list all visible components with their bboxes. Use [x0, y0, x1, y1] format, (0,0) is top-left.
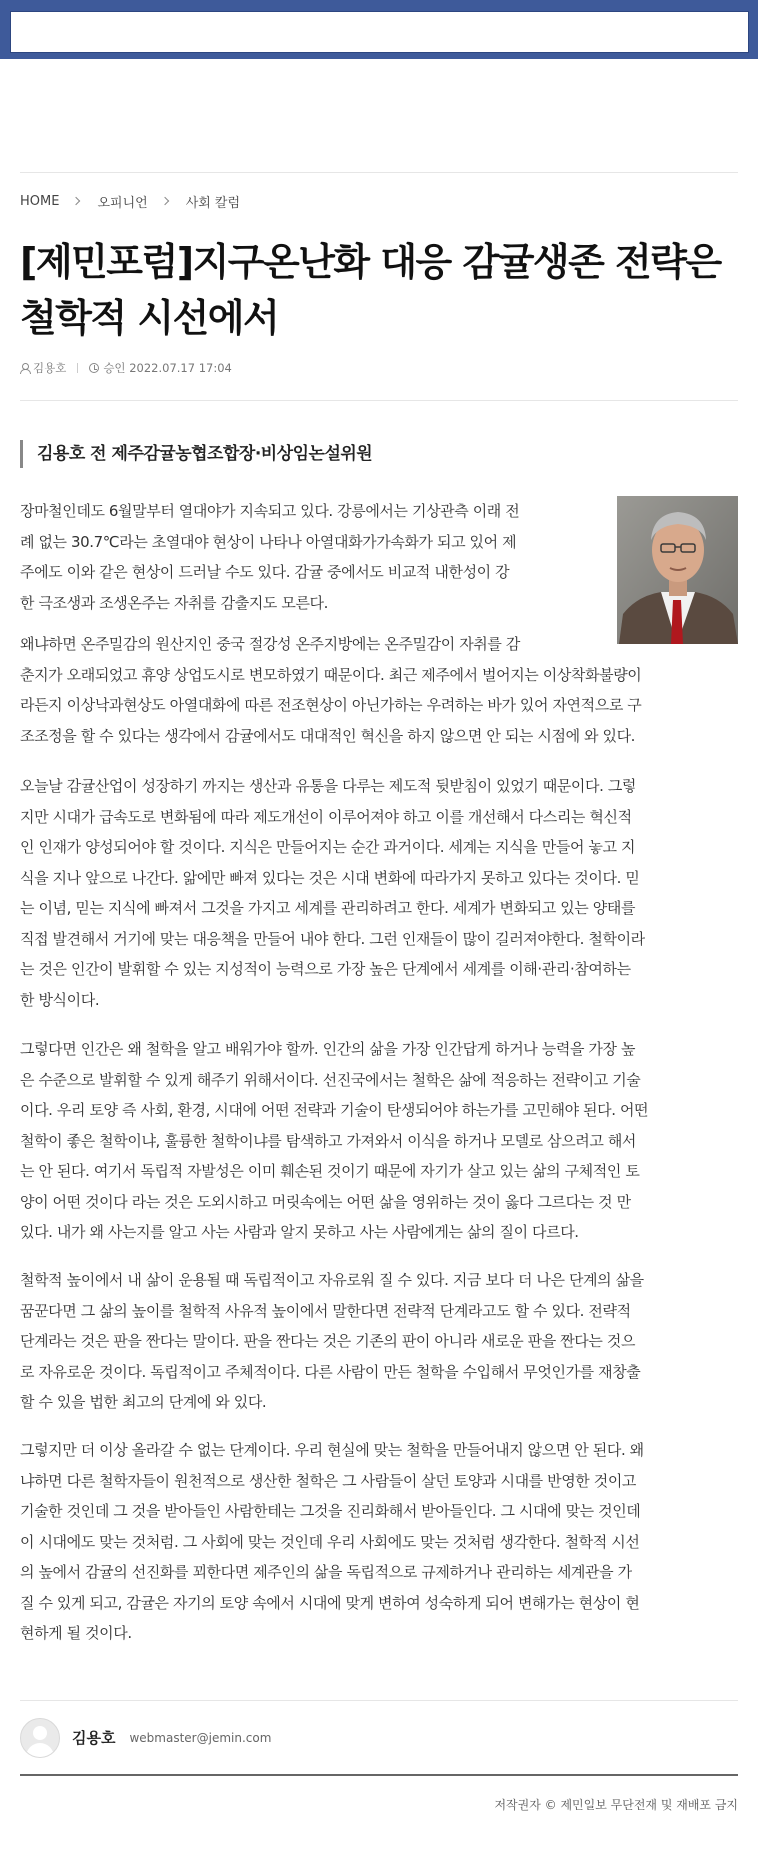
- paragraph-line: 는 안 된다. 여기서 독립적 자발성은 이미 훼손된 것이기 때문에 자기가 살고 있는 삶의 구체적인 토: [20, 1162, 640, 1180]
- paragraph-line: 현하게 될 것이다.: [20, 1624, 132, 1642]
- paragraph-line: 이 시대에도 맞는 것처럼. 그 사회에 맞는 것인데 우리 사회에도 맞는 것처럼 생각한다. 철학적 시선: [20, 1532, 640, 1551]
- paragraph-line: 지만 시대가 급속도로 변화됨에 따라 제도개선이 이루어져야 하고 이를 개선해서 다스리는 혁신적: [20, 807, 632, 826]
- paragraph-line: 왜냐하면 온주밀감의 원산지인 중국 절강성 온주지방에는 온주밀감이 자취를 감: [20, 635, 520, 653]
- article-author: 김용호: [33, 361, 67, 375]
- paragraph-line: 라든지 이상낙과현상도 아열대화에 따른 전조현상이 아닌가하는 우려하는 바가 있어 자연적으로 구: [20, 696, 642, 714]
- paragraph-line: 철학이 좋은 철학이냐, 훌륭한 철학이냐를 탐색하고 가져와서 이식을 하거나 모델로 삼으려고 해서: [20, 1131, 637, 1150]
- paragraph-line: 직접 발견해서 거기에 맞는 대응책을 만들어 내야 한다. 그런 인재들이 많이 길러져야한다. 철학이라: [20, 929, 645, 948]
- paragraph-line: 이다. 우리 토양 즉 사회, 환경, 시대에 어떤 전략과 기술이 탄생되어야 하는가를 고민해야 된다. 어떤: [20, 1101, 649, 1119]
- article-title-line1: [제민포럼]지구온난화 대응 감귤생존 전략은: [20, 240, 721, 284]
- meta-divider: [77, 363, 78, 373]
- article-paragraph-4: [20, 1034, 738, 1248]
- header-divider: [20, 172, 738, 173]
- copyright-notice: 저작권자 © 제민일보 무단전재 및 재배포 금지: [494, 1798, 738, 1812]
- paragraph-line: 례 없는 30.7℃라는 초열대야 현상이 나타나 아열대화가가속화가 되고 있어 제: [20, 532, 517, 551]
- paragraph-line: 기술한 것인데 그 것을 받아들인 사람한테는 그것을 진리화해서 받아들인다. 그 시대에 맞는 것인데: [20, 1502, 641, 1520]
- article-paragraph-6: [20, 1435, 738, 1649]
- clock-icon: [89, 363, 99, 373]
- article-subtitle: 김용호 전 제주감귤농협조합장·비상임논설위원: [20, 440, 372, 468]
- paragraph-line: 오늘날 감귤산업이 성장하기 까지는 생산과 유통을 다루는 제도적 뒷받침이 있었기 때문이다. 그렇: [20, 777, 637, 795]
- article-paragraph-2: [20, 629, 738, 751]
- article-title: [20, 234, 738, 346]
- paragraph-line: 그렇다면 인간은 왜 철학을 알고 배워가야 할까. 인간의 삶을 가장 인간답게 하거나 능력을 가장 높: [20, 1040, 636, 1058]
- paragraph-line: 식을 지나 앞으로 나간다. 앎에만 빠져 있다는 것은 시대 변화에 따라가지 못하고 있다는 것이다. 믿: [20, 868, 640, 887]
- paragraph-line: 한 방식이다.: [20, 990, 100, 1009]
- paragraph-line: 단계라는 것은 판을 짠다는 말이다. 판을 짠다는 것은 기존의 판이 아니라 새로운 판을 짠다는 것으: [20, 1332, 636, 1350]
- paragraph-line: 조조정을 할 수 있다는 생각에서 감귤에서도 대대적인 혁신을 하지 않으면 안 되는 시점에 와 있다.: [20, 726, 636, 745]
- paragraph-line: 있다. 내가 왜 사는지를 알고 사는 사람과 알지 못하고 사는 사람에게는 삶의 질이 다르다.: [20, 1223, 579, 1241]
- breadcrumb-home-link[interactable]: HOME: [20, 193, 60, 209]
- approved-label: 승인: [103, 361, 126, 375]
- paragraph-line: 질 수 있게 되고, 감귤은 자기의 토양 속에서 시대에 맞게 변하여 성숙하게 되어 변해가는 현상이 현: [20, 1593, 640, 1612]
- author-photo: [617, 496, 738, 644]
- paragraph-line: 냐하면 다른 철학자들이 원천적으로 생산한 철학은 그 사람들이 살던 토양과 시대를 반영한 것이고: [20, 1471, 637, 1490]
- site-header-inner: [10, 11, 749, 53]
- chevron-right-icon: [72, 197, 80, 205]
- paragraph-line: 의 높에서 감귤의 선진화를 꾀한다면 제주인의 삶을 독립적으로 규제하거나 관리하는 세계관을 가: [20, 1563, 632, 1581]
- article-meta: [20, 360, 232, 376]
- article-paragraph-1: [20, 496, 602, 618]
- article-paragraph-5: [20, 1265, 738, 1418]
- approved-datetime: 2022.07.17 17:04: [129, 361, 232, 375]
- paragraph-line: 그렇지만 더 이상 올라갈 수 없는 단계이다. 우리 현실에 맞는 철학을 만들어내지 않으면 안 된다. 왜: [20, 1441, 644, 1459]
- article-paragraph-3: [20, 771, 738, 1015]
- author-box: [20, 1700, 738, 1776]
- paragraph-line: 꿈꾼다면 그 삶의 높이를 철학적 사유적 높이에서 말한다면 전략적 단계라고도 할 수 있다. 전략적: [20, 1301, 631, 1320]
- paragraph-line: 는 것은 인간이 발휘할 수 있는 지성적이 능력으로 가장 높은 단계에서 세계를 이해·관리·참여하는: [20, 960, 631, 978]
- paragraph-line: 로 자유로운 것이다. 독립적이고 주체적이다. 다른 사람이 만든 철학을 수입해서 무엇인가를 재창출: [20, 1362, 641, 1381]
- author-box-name[interactable]: 김용호: [72, 1729, 116, 1747]
- paragraph-line: 인 인재가 양성되어야 할 것이다. 지식은 만들어지는 순간 과거이다. 세계는 지식을 만들어 놓고 지: [20, 838, 636, 856]
- breadcrumb-section-link[interactable]: 오피니언: [97, 195, 148, 211]
- paragraph-line: 양이 어떤 것이다 라는 것은 도외시하고 머릿속에는 어떤 삶을 영위하는 것이 옳다 그르다는 것 만: [20, 1192, 631, 1211]
- paragraph-line: 장마철인데도 6월말부터 열대야가 지속되고 있다. 강릉에서는 기상관측 이래 전: [20, 502, 520, 520]
- paragraph-line: 할 수 있을 법한 최고의 단계에 와 있다.: [20, 1393, 267, 1411]
- person-icon: [20, 363, 29, 373]
- author-box-email[interactable]: webmaster@jemin.com: [129, 1730, 272, 1745]
- paragraph-line: 철학적 높이에서 내 삶이 운용될 때 독립적이고 자유로워 질 수 있다. 지금 보다 더 나은 단계의 삶을: [20, 1271, 644, 1289]
- site-header-bar: [0, 0, 758, 59]
- avatar: [20, 1718, 60, 1758]
- paragraph-line: 는 이념, 믿는 지식에 빠져서 그것을 가지고 세계를 관리하려고 한다. 세계가 변화되고 있는 양태를: [20, 899, 636, 917]
- meta-divider-line: [20, 400, 738, 401]
- paragraph-line: 춘지가 오래되었고 휴양 상업도시로 변모하였기 때문이다. 최근 제주에서 벌어지는 이상착화불량이: [20, 665, 642, 684]
- article-title-line2: 철학적 시선에서: [20, 296, 279, 340]
- paragraph-line: 주에도 이와 같은 현상이 드러날 수도 있다. 감귤 중에서도 비교적 내한성이 강: [20, 563, 510, 581]
- paragraph-line: 은 수준으로 발휘할 수 있게 해주기 위해서이다. 선진국에서는 철학은 삶에 적응하는 전략이고 기술: [20, 1070, 641, 1089]
- chevron-right-icon: [160, 197, 168, 205]
- paragraph-line: 한 극조생과 조생온주는 자취를 감출지도 모른다.: [20, 593, 329, 612]
- breadcrumb: [20, 191, 240, 211]
- breadcrumb-subsection-link[interactable]: 사회 칼럼: [185, 195, 241, 211]
